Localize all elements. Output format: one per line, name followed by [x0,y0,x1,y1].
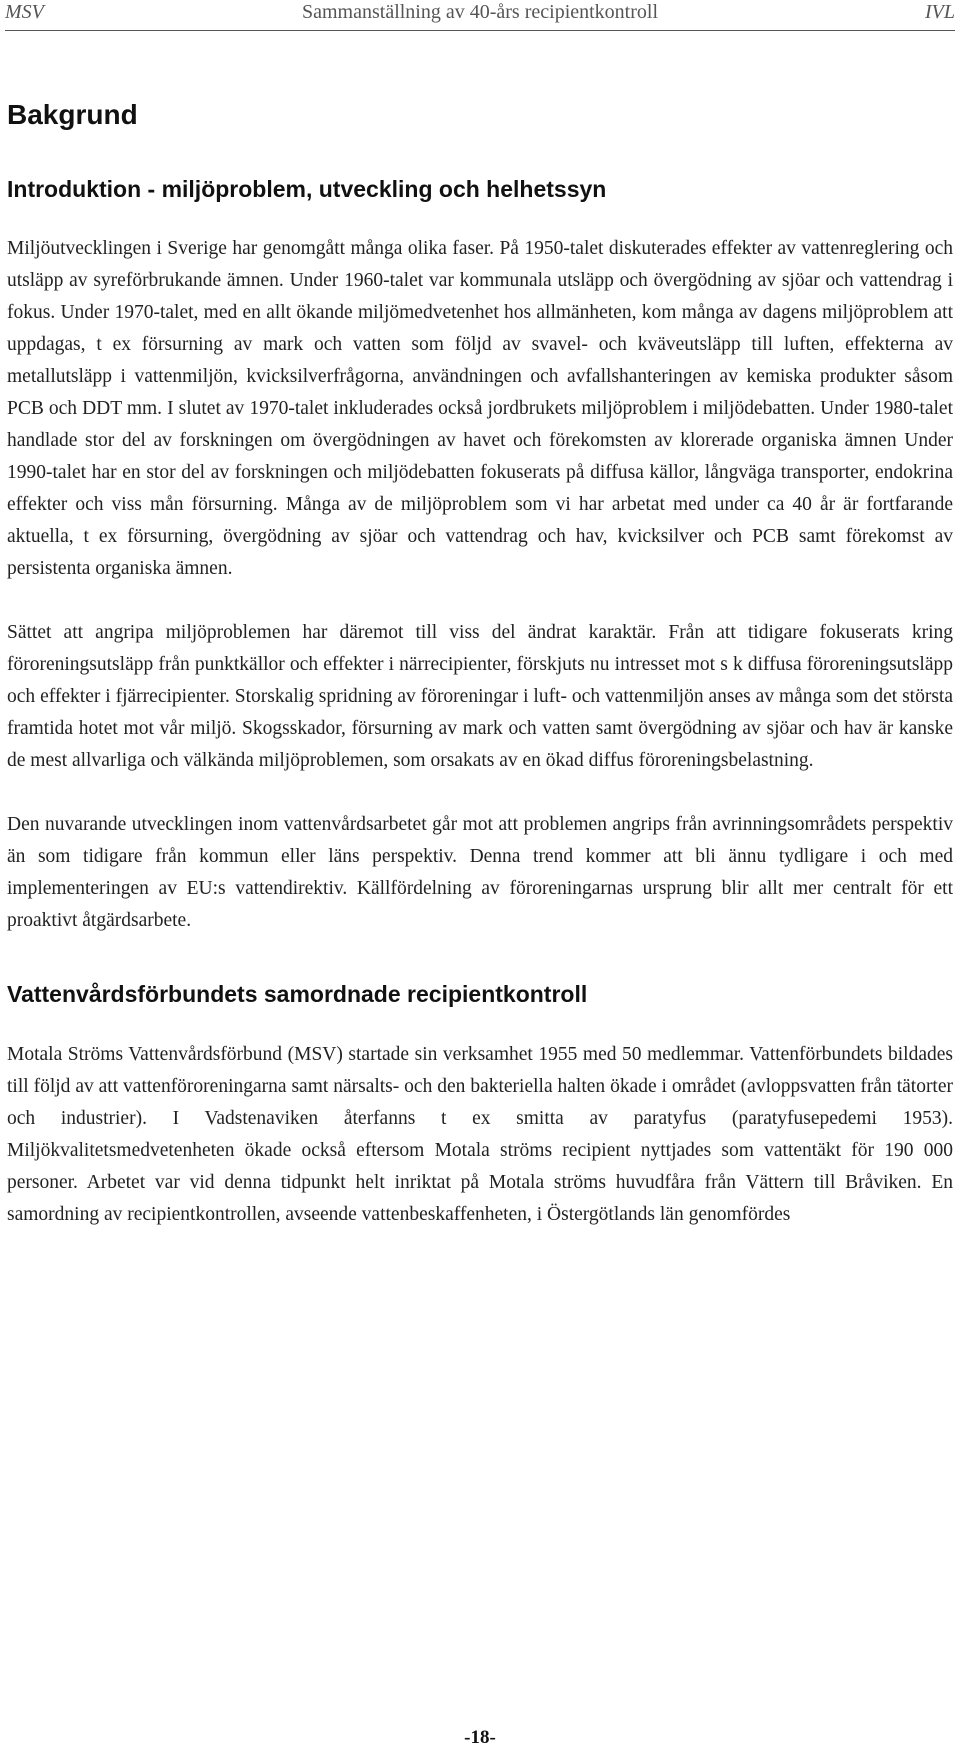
header-left: MSV [5,1,44,23]
section2-title: Vattenvårdsförbundets samordnade recipientkontroll [7,981,588,1007]
paragraph-1: Miljöutvecklingen i Sverige har genomgått många olika faser. På 1950-talet diskuterades effekter av vattenreglering och utsläpp av syreförbrukande ämnen. Under 1960-talet var kommunala utsläpp och övergödning av sjöar och vattendrag i fokus. Under 1970-talet, med en allt ökande miljömedvetenhet hos allmänheten, kom många av dagens miljöproblem att uppdagas, t ex försurning av mark och vatten som följd av svavel- och kväveutsläpp till luften, effekterna av metallutsläpp i vattenmiljön, kvicksilverfrågorna, användningen och avfallshanteringen av kemiska produkter såsom PCB och DDT mm. I slutet av 1970-talet inkluderades också jordbrukets miljöproblem i miljödebatten. Under 1980-talet handlade stor del av forskningen om övergödningen av havet och förekomsten av klorerade organiska ämnen Under 1990-talet har en stor del av forskningen och miljödebatten fokuserats på diffusa källor, långväga transporter, endokrina effekter och viss mån försurning. Många av de miljöproblem som vi har arbetat med under ca 40 år är fortfarande aktuella, t ex försurning, övergödning av sjöar och vattendrag och hav, kvicksilver och PCB samt förekomst av persistenta organiska ämnen. [7,238,953,579]
section-title: Bakgrund [7,99,138,130]
header-right: IVL [925,1,955,23]
section2-paragraph: Motala Ströms Vattenvårdsförbund (MSV) startade sin verksamhet 1955 med 50 medlemmar. Vattenförbundets bildades till följd av att vattenföroreningarna samt närsalts- och den bakteriella halten ökade i området (avloppsvatten från tätorter och industrier). I Vadstenaviken återfanns t ex smitta av paratyfus (paratyfusepedemi 1953). Miljökvalitetsmedvetenheten ökade också eftersom Motala ströms recipient nyttjades som vattentäkt för 190 000 personer. Arbetet var vid denna tidpunkt helt inriktat på Motala ströms huvudfåra från Vättern till Bråviken. En samordning av recipientkontrollen, avseende vattenbeskaffenheten, i Östergötlands län genomfördes [7,1044,953,1225]
page-content [7,95,953,1231]
page-number: -18- [464,1727,496,1748]
paragraph-3: Den nuvarande utvecklingen inom vattenvårdsarbetet går mot att problemen angrips från avrinningsområdets perspektiv än som tidigare från kommun eller läns perspektiv. Denna trend kommer att bli ännu tydligare i och med implementeringen av EU:s vattendirektiv. Källfördelning av föroreningarnas ursprung blir allt mer centralt för ett proaktivt åtgärdsarbete. [7,814,953,931]
page-header [5,0,955,31]
paragraph-2: Sättet att angripa miljöproblemen har däremot till viss del ändrat karaktär. Från att tidigare fokuserats kring föroreningsutsläpp från punktkällor och effekter i närrecipienter, förskjuts nu intresset mot s k diffusa föroreningsutsläpp och effekter i fjärrecipienter. Storskalig spridning av föroreningar i luft- och vattenmiljön anses av många som det största framtida hotet mot vår miljö. Skogsskador, försurning av mark och vatten samt övergödning av sjöar och hav är kanske de mest allvarliga och välkända miljöproblemen, som orsakats av en ökad diffus föroreningsbelastning. [7,622,953,771]
subsection-title: Introduktion - miljöproblem, utveckling och helhetssyn [7,176,607,202]
header-title: Sammanställning av 40-års recipientkontroll [301,1,659,23]
